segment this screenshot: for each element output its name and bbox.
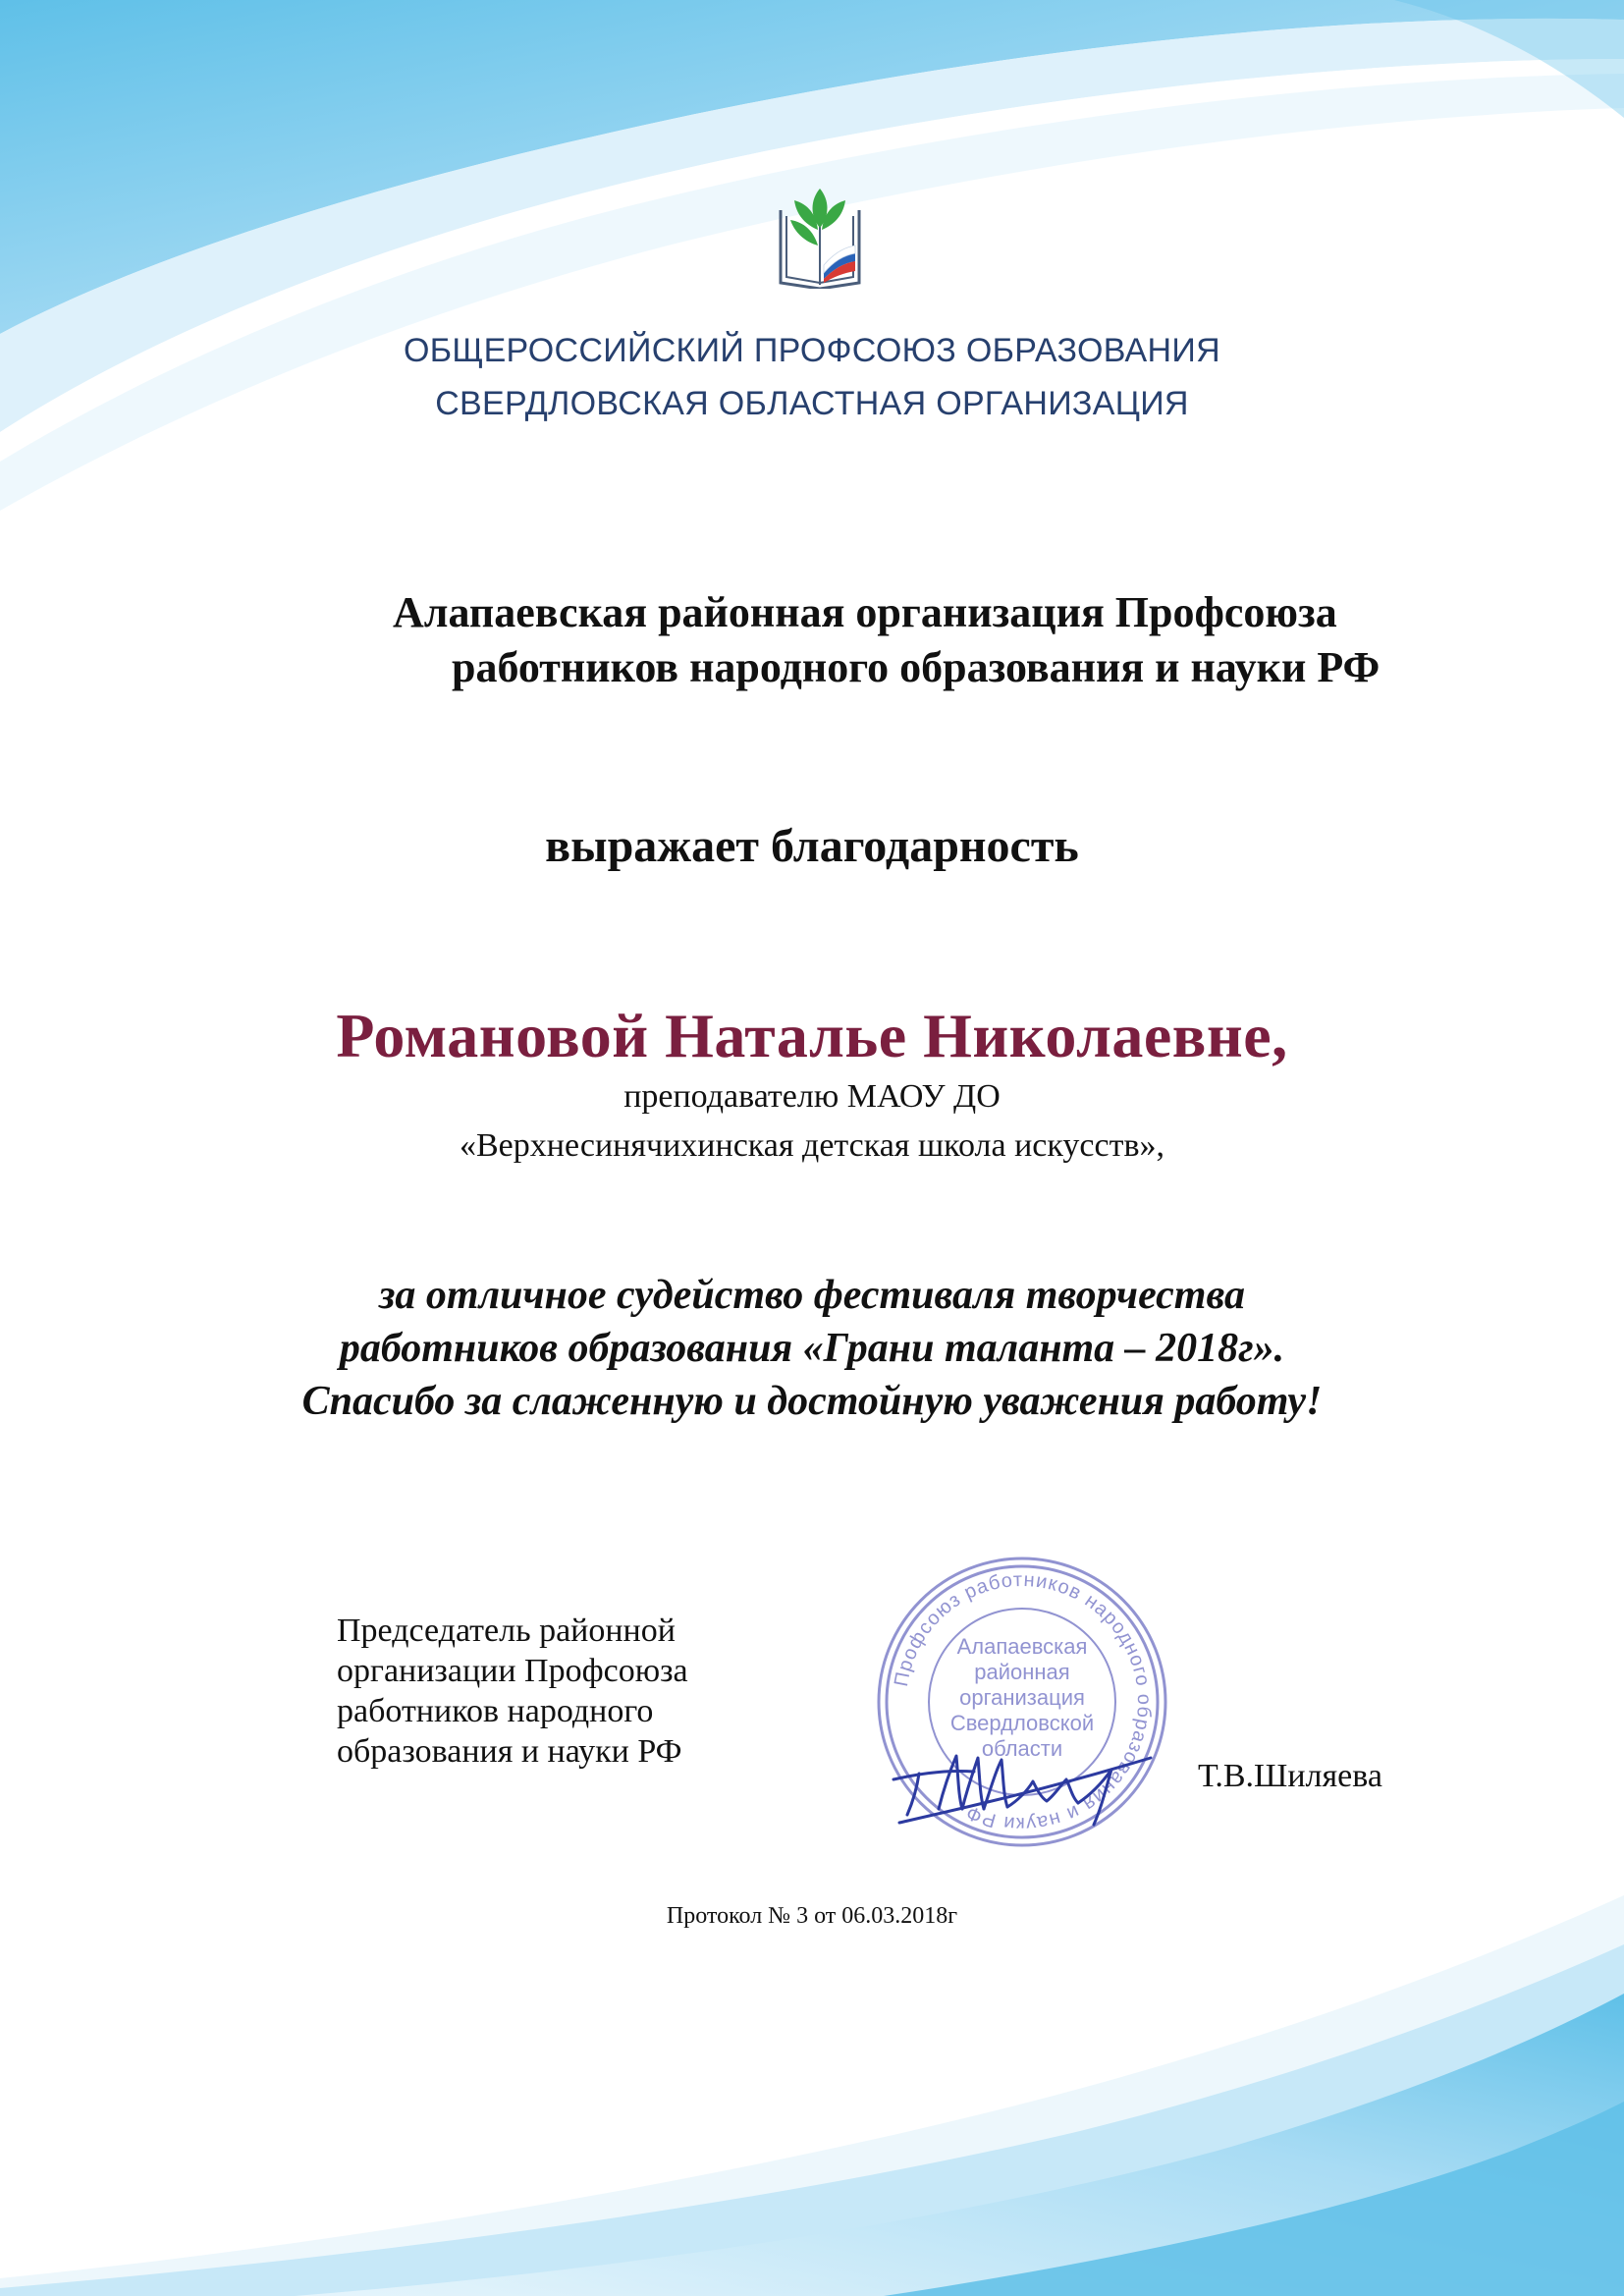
stamp-inner-line5: области [981, 1736, 1063, 1761]
recipient-name: Романовой Наталье Николаевне, [336, 1001, 1288, 1070]
stamp-outer-text: Профсоюз работников народного образования и науки РФ [890, 1568, 1156, 1835]
district-org-line1: Алапаевская районная организация Профсоюза [393, 588, 1337, 636]
stamp-inner-line4: Свердловской [949, 1711, 1095, 1735]
profsoyuz-book-leaves-logo-icon [775, 181, 865, 289]
district-org-line2: работников народного образования и науки РФ [452, 643, 1380, 691]
reason-line1: за отличное судейство фестиваля творчества [379, 1273, 1245, 1318]
stamp-inner-line3: организация [959, 1685, 1085, 1710]
signer-name: Т.В.Шиляева [1198, 1758, 1382, 1794]
chairperson-title-line2: организации Профсоюза [337, 1653, 688, 1689]
recipient-position-line2: «Верхнесинячихинская детская школа искусств», [459, 1127, 1165, 1164]
protocol-reference: Протокол № 3 от 06.03.2018г [666, 1903, 958, 1929]
union-header-line2: СВЕРДЛОВСКАЯ ОБЛАСТНАЯ ОРГАНИЗАЦИЯ [435, 385, 1189, 422]
recipient-position-line1: преподавателю МАОУ ДО [623, 1078, 1001, 1115]
reason-line2: работников образования «Грани таланта – 2018г». [339, 1326, 1285, 1371]
expresses-gratitude-heading: выражает благодарность [545, 820, 1079, 872]
chairperson-title-line3: работников народного [337, 1693, 654, 1729]
chairperson-title-line4: образования и науки РФ [337, 1733, 682, 1770]
stamp-inner-line1: Алапаевская [956, 1634, 1088, 1659]
union-header-line1: ОБЩЕРОССИЙСКИЙ ПРОФСОЮЗ ОБРАЗОВАНИЯ [404, 332, 1220, 369]
reason-line3: Спасибо за слаженную и достойную уважения работу! [301, 1379, 1323, 1424]
handwritten-signature [880, 1726, 1164, 1834]
stamp-inner-line2: районная [974, 1660, 1070, 1684]
chairperson-title [337, 1611, 688, 1772]
chairperson-title-line1: Председатель районной [337, 1613, 676, 1649]
